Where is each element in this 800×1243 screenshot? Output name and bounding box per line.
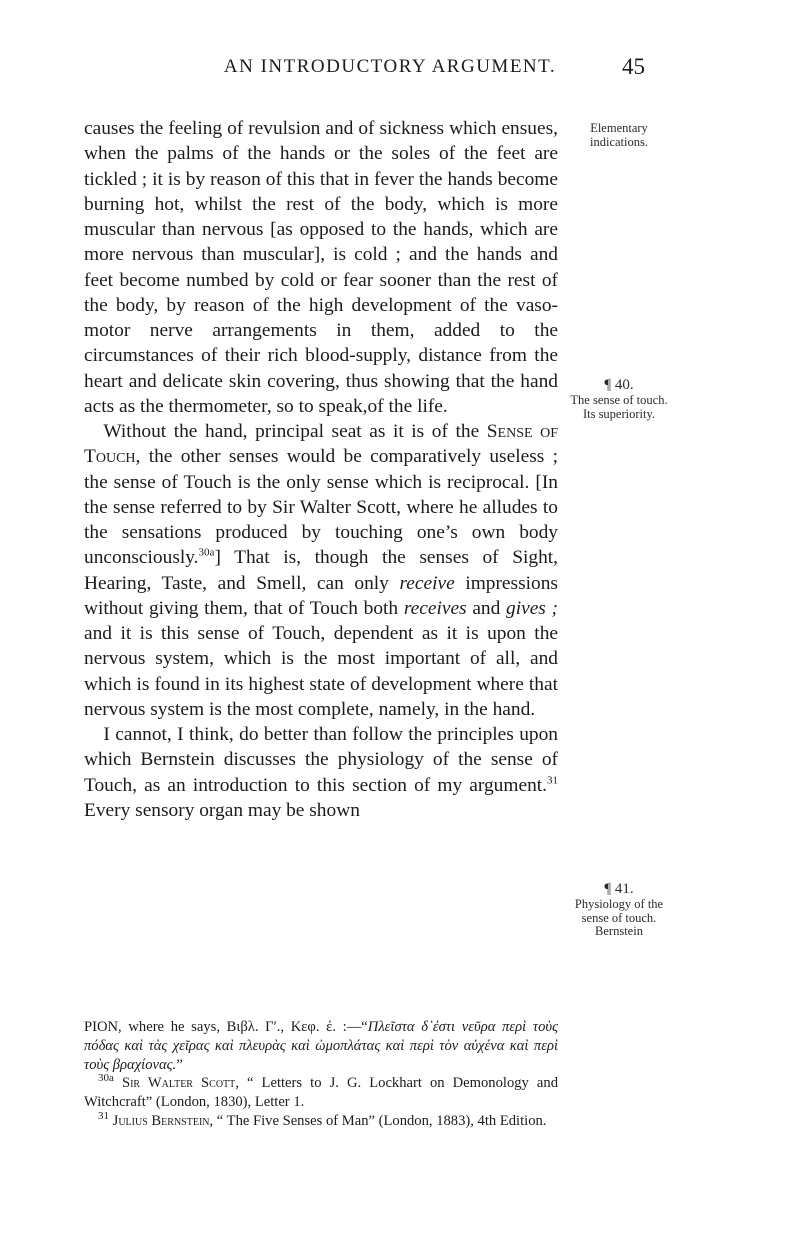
footnotes <box>84 1018 558 1131</box>
margin-note-elementary: Elementary indications. <box>590 121 648 149</box>
p40-receives: receives <box>403 597 467 619</box>
paragraph-mark-40: ¶ 40. <box>604 377 634 393</box>
footnote-30a-text: “ Letters to J. G. Lockhart on Demonology and Witchcraft” (London, 1830), Letter 1. <box>84 1075 558 1111</box>
margin-note-40 <box>566 376 672 421</box>
running-title: AN INTRODUCTORY ARGUMENT. <box>223 56 557 77</box>
p40-text-a: Without the hand, principal seat as it is of the <box>103 421 480 442</box>
paragraph-40 <box>84 419 558 722</box>
sense-of-touch-heading: Sense of Touch, <box>84 421 558 468</box>
p40-text-b: the other senses would be comparatively useless ; the sense of Touch is the only sense which is reciprocal. [In the sense referred to by Sir Walter Scott, where he alludes to the sensations produced by touching one’s own body unconsciously. <box>84 446 558 569</box>
footnote-mark-31: 31 <box>98 1110 109 1123</box>
main-text <box>84 116 558 823</box>
footnote-30a-author: Sir Walter Scott, <box>121 1075 239 1092</box>
margin-note-superiority: Its superiority. <box>582 406 656 421</box>
paragraph-mark-41: ¶ 41. <box>604 881 634 897</box>
margin-note-physiology: Physiology of the sense of touch. <box>574 897 664 925</box>
greek-quotation: Πλεῖστα δ᾽ἐστι νεῦρα περὶ τοὺς πόδας καὶ τὰς χεῖρας καὶ πλευρὰς καὶ ὠμοπλάτας καὶ περὶ τὸν αὐχένα καὶ περὶ τοὺς βραχίονας. <box>84 1019 558 1073</box>
footnote-31-text: “ The Five Senses of Man” (London, 1883), 4th Edition. <box>216 1112 547 1129</box>
p40-and: and <box>472 597 501 619</box>
footnote-ref-31[interactable]: 31 <box>547 774 558 787</box>
p40-gives: gives ; <box>506 597 559 619</box>
margin-note-sense-of-touch: The sense of touch. <box>570 393 668 407</box>
footnote-ref-30a[interactable]: 30a <box>198 546 215 559</box>
margin-note-41 <box>566 880 672 939</box>
page-number: 45 <box>622 54 645 79</box>
footnote-30a <box>84 1074 558 1112</box>
margin-note-bernstein: Bernstein <box>595 924 643 938</box>
p40-receive: receive <box>399 572 455 594</box>
footnote-mark-30a: 30a <box>98 1072 114 1085</box>
p41-text-a: I cannot, I think, do better than follow the principles upon which Bernstein discusses the physiology of the sense of Touch, as an introduction to this section of my argument. <box>84 724 558 796</box>
p41-text-b: Every sensory organ may be shown <box>84 799 360 821</box>
p40-text-d: impressions without giving them, that of Touch both <box>84 572 558 619</box>
footnote-31-author: Julius Bernstein, <box>112 1112 214 1129</box>
footnote-31 <box>84 1112 558 1131</box>
p40-text-c: ] That is, though the senses of Sight, Hearing, Taste, and Smell, can only <box>84 547 558 594</box>
p40-text-e: and it is this sense of Touch, dependent as it is upon the nervous system, which is the most important of all, and which is found in its highest state of development where that nervous system is the most complete, namely, in the hand. <box>84 623 558 720</box>
paragraph-41 <box>84 722 558 823</box>
paragraph-1: causes the feeling of revulsion and of sickness which ensues, when the palms of the hands or the soles of the feet are tickled ; it is by reason of this that in fever the hands become burning hot, whilst the rest of the body, which is more muscular than nervous [as opposed to the hands, which are more nervous than muscular], is cold ; and the hands and feet become numbed by cold or fear sooner than the rest of the body, by reason of the high development of the vaso-motor nerve arrangements in them, added to the circumstances of their rich blood-supply, distance from the heart and delicate skin covering, thus showing that the hand acts as the thermometer, so to speak,of the life. <box>84 118 558 417</box>
footnote-30-continued: PION, where he says, Βιβλ. Γ′., Κεφ. έ. :—“Πλεῖστα δ᾽ἐστι νεῦρα περὶ τοὺς πόδας καὶ τὰς χεῖρας καὶ πλευρὰς καὶ ὠμοπλάτας καὶ περὶ τὸν αὐχένα καὶ περὶ τοὺς βραχίονας.” <box>84 1019 558 1073</box>
